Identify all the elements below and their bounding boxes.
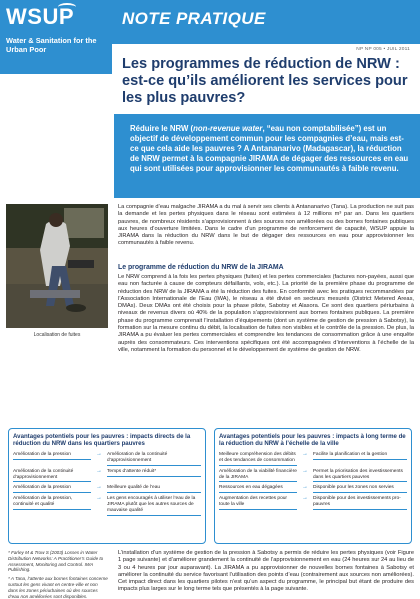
banner-title: NOTE PRATIQUE	[122, 9, 266, 28]
benefit-effect: Les gens encouragés à utiliser l’eau de la JIRAMA plutôt que les autres sources de mauvaise qualité	[107, 496, 201, 516]
direct-benefits-box	[8, 428, 206, 544]
benefit-effect: Disponible pour les zones non servies	[313, 485, 407, 493]
footnotes	[8, 550, 108, 599]
arrow-right-icon: →	[302, 484, 308, 491]
benefit-row	[13, 485, 201, 493]
arrow-right-icon: →	[302, 467, 308, 474]
benefit-row	[13, 469, 201, 483]
intro-emphasis: non-revenue water	[193, 124, 263, 133]
photo-caption: Localisation de fuites	[33, 332, 81, 338]
benefit-cause: Amélioration de la pression, continuité et qualité	[13, 496, 91, 510]
benefit-effect: Facilite la planification et la gestion	[313, 452, 407, 460]
wsup-logo	[0, 0, 112, 74]
arrow-right-icon: →	[302, 450, 308, 457]
logo-wave-icon	[58, 3, 76, 11]
benefit-cause: Amélioration de la pression	[13, 452, 91, 460]
benefit-row	[219, 496, 407, 510]
intro-text-a: Réduire le NRW (	[130, 124, 194, 133]
footnote-2: * A Tana, l’attente aux bornes fontaines concerne surtout les gens vivant en centre-ville et non dans les zones périurbaines où des sources d’eau non améliorées sont disponibles.	[8, 576, 108, 599]
body-paragraph-3: L’installation d’un système de gestion de la pression à Sabotsy a permis de réduire les pertes physiques (voir Figure 1 page suivante) et d’améliorer grandement la continuité de l’approvisionnement en eau (24 heures sur 24 au lieu de 3 ou 4 heures par jour auparavant). La JIRAMA a pu approvisionner de nouvelles bornes fontaines à Sabotsy et améliorer la continuité du service favorisant l’utilisation des points d’eau (contrairement aux sources non améliorées). Cet impact direct dans les quartiers pilotes n’est qu’un aspect du programme, le principal but étant de produire des impacts plus larges sur le long terme tels que présentés à la page suivante.	[118, 550, 414, 593]
long-term-benefits-title: Avantages potentiels pour les pauvres : impacts à long terme de la réduction du NRW à l’échelle de la ville	[219, 433, 406, 448]
benefit-effect: Amélioration de la continuité d’approvisionnement	[107, 452, 201, 466]
benefit-cause: Meilleure compréhension des débits et des tendances de consommation	[219, 452, 297, 466]
footnote-1: * Farley M & Trow S (2003) Losses in Water Distribution Networks: A Practitioner’s Guide to Assessment, Monitoring and Control. IWA Publishing.	[8, 550, 104, 573]
benefit-row	[219, 485, 407, 493]
arrow-right-icon: →	[96, 467, 102, 474]
long-term-benefits-box	[214, 428, 412, 544]
note-banner	[112, 0, 420, 44]
benefit-row	[13, 452, 201, 466]
benefit-cause: Amélioration de la viabilité financière de la JIRAMA	[219, 469, 297, 483]
photo-illustration	[6, 204, 108, 328]
benefit-effect: Temps d’attente réduit*	[107, 469, 201, 477]
leak-detection-photo	[6, 204, 108, 328]
intro-text-b: , “eau non comptabilisée”) est un objectif de développement commun pour les compagnies d’eau, mais est-ce que cela aide les pauvres ? A Antananarivo (Madagascar), la réduction de NRW permet à la compagnie JIRAMA de dégager des ressources en eau qui sont utilisées pour approvisionner les communautés à faible revenu.	[130, 124, 409, 173]
benefit-effect: Disponible pour des investissements pro-pauvres	[313, 496, 407, 510]
benefit-effect: Permet la priorisation des investissements dans les quartiers pauvres	[313, 469, 407, 483]
benefit-row	[219, 469, 407, 483]
benefit-cause: Augmentation des recettes pour toute la ville	[219, 496, 297, 510]
direct-benefits-title: Avantages potentiels pour les pauvres : impacts directs de la réduction du NRW dans les quartiers pauvres	[13, 433, 191, 448]
section-heading: Le programme de réduction du NRW de la JIRAMA	[118, 264, 284, 271]
logo-tagline: Water & Sanitation for the Urban Poor	[6, 36, 97, 54]
body-paragraph-2: Le NRW comprend à la fois les pertes physiques (fuites) et les pertes commerciales (factures non-payées, aussi que eau non facturée à cause de compteurs défaillants, vols, etc.). La priorité de la première phase du programme de réduction des NRW de la JIRAMA a été la réduction des fuites. En conformité avec les pratiques recommandées par l’Association Internationale de l’Eau (IWA), le réseau a été divisé en secteurs mesurés (District Metered Areas, DMAs). Deux DMAs ont été choisis pour la phase pilote, Sabotsy et Alasora. Ce sont des quartiers périurbains à niveaux de revenus divers où 40% de la population s’approvisionnent aux bornes fontaines publiques. La première phase du programme comprenait l’installation d’équipements (dont un système de gestion de pression à Sabotsy), la formation sur la mesure continu du débit, la localisation de fuites non visibles et le contrôle de la pression. De plus, la JIRAMA a pu évaluer les pertes commerciales et comprendre les tendances de consommation grâce à une enquête auprès des consommateurs. Ces interventions spécifiques ont été accompagnées d’interventions à l’échelle de la ville, notamment la formation du personnel et le développement de système de gestion de NRW.	[118, 274, 414, 353]
body-paragraph-1: La compagnie d’eau malgache JIRAMA a du mal à servir ses clients à Antananarivo (Tana). La production ne suit pas la demande et les pertes physiques dans le réseau sont estimées à 12 millions m³ par an. Dans les quartiers pauvres, de nombreux résidents s’approvisionnent à des sources non améliorées ou des bornes fontaines publiques aux heures d’ouverture limitées. Dans le cadre d’un programme de renforcement de capacité, WSUP appuie la JIRAMA dans la réduction du NRW dans le but de dégager des ressources en eau pour approvisionner les communautés à faible revenu.	[118, 204, 414, 247]
arrow-right-icon: →	[96, 450, 102, 457]
arrow-right-icon: →	[96, 484, 102, 491]
arrow-right-icon: →	[96, 495, 102, 502]
issue-meta: NP NP 005 • JUIL 2011	[356, 47, 410, 52]
benefit-cause: Ressources en eau dégagées	[219, 485, 297, 493]
page-title: Les programmes de réduction de NRW : est-ce qu’ils améliorent les services pour les plus pauvres?	[122, 56, 408, 106]
benefit-cause: Amélioration de la continuité d’approvisionnement	[13, 469, 91, 483]
benefit-row	[13, 496, 201, 516]
arrow-right-icon: →	[302, 495, 308, 502]
benefit-effect: Meilleure qualité de l’eau	[107, 485, 201, 493]
benefit-cause: Amélioration de la pression	[13, 485, 91, 493]
logo-wordmark: WSUP	[6, 4, 74, 29]
benefit-row	[219, 452, 407, 466]
intro-summary-box	[114, 114, 420, 198]
